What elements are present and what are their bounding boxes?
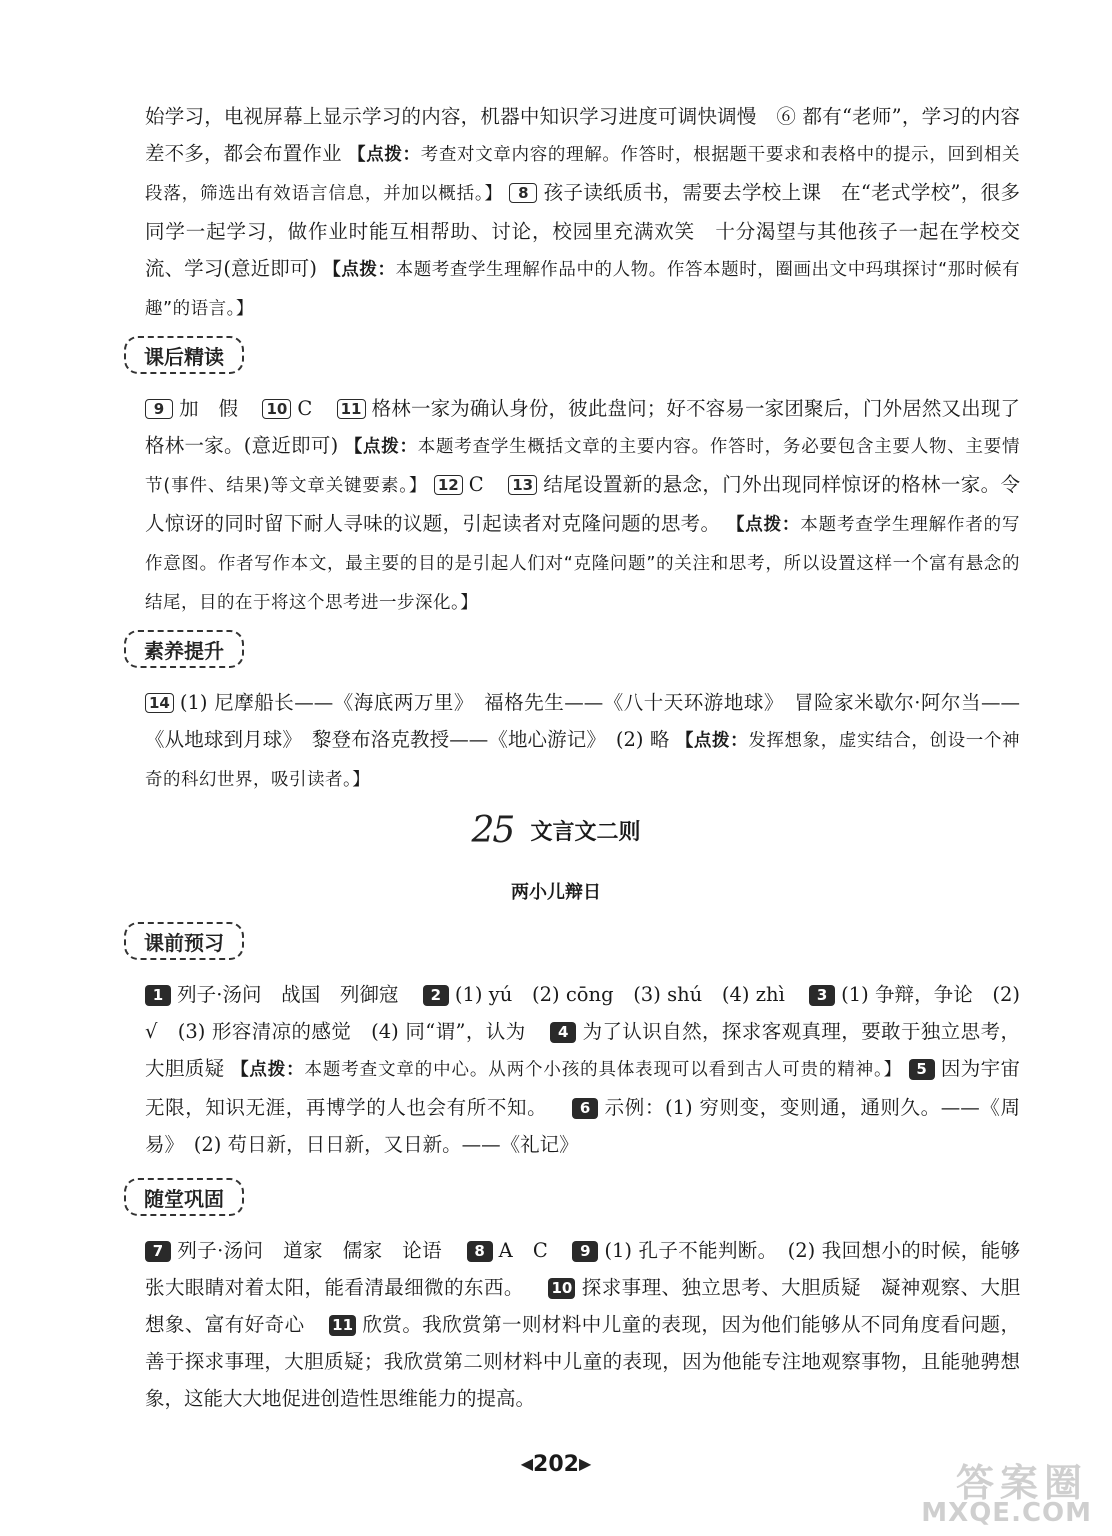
tip-note: 【点拨：本题考查学生理解作品中的人物。作答本题时，圈画出文中玛琪探讨“那时候有趣”的语言。】 (145, 260, 1021, 319)
lesson-heading (0, 810, 1112, 854)
question-number: 13 (508, 475, 537, 495)
answer-block-preview (145, 976, 1020, 1163)
answer-text: (1) 争辩，争论 (2) √ (3) 形容清凉的感觉 (4) 同“谓”，认为 (145, 983, 1021, 1043)
answer-text: (1) 孔子不能判断。 (2) 我回想小的时候，能够张大眼睛对着太阳，能看清最细微的东西。 (145, 1239, 1020, 1299)
question-number: 7 (145, 1241, 171, 1262)
question-number: 6 (572, 1098, 598, 1119)
answer-block-consolidation (145, 1232, 1020, 1417)
answer-text: 探求事理、独立思考、大胆质疑 凝神观察、大胆想象、富有好奇心 (145, 1276, 1020, 1336)
answer-text: 孩子读纸质书，需要去学校上课 在“老式学校”，很多同学一起学习，做作业时能互相帮助、讨论，校园里充满欢笑 十分渴望与其他孩子一起在学校交流、学习(意近即可) (145, 181, 1020, 280)
answer-text: C (468, 473, 484, 496)
watermark-en: MXQE.COM (921, 1498, 1092, 1528)
question-number: 14 (145, 693, 174, 713)
answer-text: (1) 尼摩船长——《海底两万里》 福格先生——《八十天环游地球》 冒险家米歇尔·阿尔当——《从地球到月球》 黎登布洛克教授——《地心游记》 (2) 略 (145, 691, 1020, 751)
section-tag-after-class-reading: 课后精读 (124, 336, 244, 374)
tip-note: 【点拨：本题考查学生理解作者的写作意图。作者写作本文，最主要的目的是引起人们对“克隆问题”的关注和思考，所以设置这样一个富有悬念的结尾，目的在于将这个思考进一步深化。】 (145, 515, 1021, 613)
answer-block-intro (145, 98, 1020, 328)
right-arrow-icon: ▶ (578, 1454, 592, 1473)
answer-text: C (297, 397, 313, 420)
answer-block-literacy (145, 684, 1020, 799)
watermark-cn: 答案圈 (955, 1461, 1088, 1505)
answer-text: 列子·汤问 战国 列御寇 (177, 983, 399, 1006)
lesson-subtitle: 两小儿辩日 (511, 882, 601, 903)
section-tag-preview: 课前预习 (124, 922, 244, 960)
tip-note: 【点拨：考查对文章内容的理解。作答时，根据题干要求和表格中的提示，回到相关段落，筛选出有效语言信息，并加以概括。】 (145, 145, 1020, 204)
left-arrow-icon: ◀ (520, 1454, 534, 1473)
question-number: 10 (262, 399, 291, 419)
section-tag-consolidation: 随堂巩固 (124, 1178, 244, 1216)
watermark-logo (902, 1452, 1102, 1528)
question-number: 8 (467, 1241, 493, 1262)
question-number: 11 (337, 399, 366, 419)
section-tag-literacy-improvement: 素养提升 (124, 630, 244, 668)
answer-text: 列子·汤问 道家 儒家 论语 (177, 1239, 443, 1262)
question-number: 4 (550, 1022, 576, 1043)
answer-text: 为了认识自然，探求客观真理，要敢于独立思考，大胆质疑 (145, 1020, 1020, 1080)
question-number: 9 (572, 1241, 598, 1262)
answer-text: 欣赏。我欣赏第一则材料中儿童的表现，因为他们能够从不同角度看问题，善于探求事理，大胆质疑；我欣赏第二则材料中儿童的表现，因为他能专注地观察事物，且能驰骋想象，这能大大地促进创造性思维能力的提高。 (145, 1313, 1020, 1410)
answer-block-reading (145, 390, 1020, 622)
answer-text: A C (498, 1239, 548, 1262)
lesson-title: 文言文二则 (530, 820, 641, 845)
question-number: 2 (423, 985, 449, 1006)
answer-text: 加 假 (179, 397, 239, 420)
question-number: 9 (145, 399, 173, 419)
answer-text: 格林一家为确认身份，彼此盘问；好不容易一家团聚后，门外居然又出现了格林一家。(意近即可) (145, 397, 1020, 457)
answer-text: 结尾设置新的悬念，门外出现同样惊讶的格林一家。令人惊讶的同时留下耐人寻味的议题，引起读者对克隆问题的思考。 (145, 473, 1020, 535)
answer-text: (1) yú (2) cōng (3) shú (4) zhì (454, 983, 785, 1006)
question-number: 10 (548, 1278, 575, 1299)
tip-note: 【点拨：本题考查文章的中心。从两个小孩的具体表现可以看到古人可贵的精神。】 (231, 1060, 902, 1080)
question-number: 11 (329, 1315, 356, 1336)
question-number: 3 (809, 985, 835, 1006)
tip-note: 【点拨：发挥想象，虚实结合，创设一个神奇的科幻世界，吸引读者。】 (145, 731, 1021, 790)
question-number: 5 (909, 1059, 935, 1080)
answer-line: 始学习，电视屏幕上显示学习的内容，机器中知识学习进度可调快调慢 ⑥ 都有“老师”，学习的内容差不多，都会布置作业 (145, 105, 1020, 165)
question-number: 8 (509, 183, 537, 203)
question-number: 1 (145, 985, 171, 1006)
lesson-number: 25 (471, 810, 514, 851)
page-number-text: 202 (533, 1452, 579, 1477)
tip-note: 【点拨：本题考查学生概括文章的主要内容。作答时，务必要包含主要人物、主要情节(事件、结果)等文章关键要素。】 (145, 437, 1021, 496)
question-number: 12 (434, 475, 463, 495)
answer-text: 因为宇宙无限，知识无涯，再博学的人也会有所不知。 (145, 1057, 1021, 1119)
answer-text: 示例：(1) 穷则变，变则通，通则久。——《周易》 (2) 苟日新，日日新，又日新。——《礼记》 (145, 1096, 1020, 1156)
